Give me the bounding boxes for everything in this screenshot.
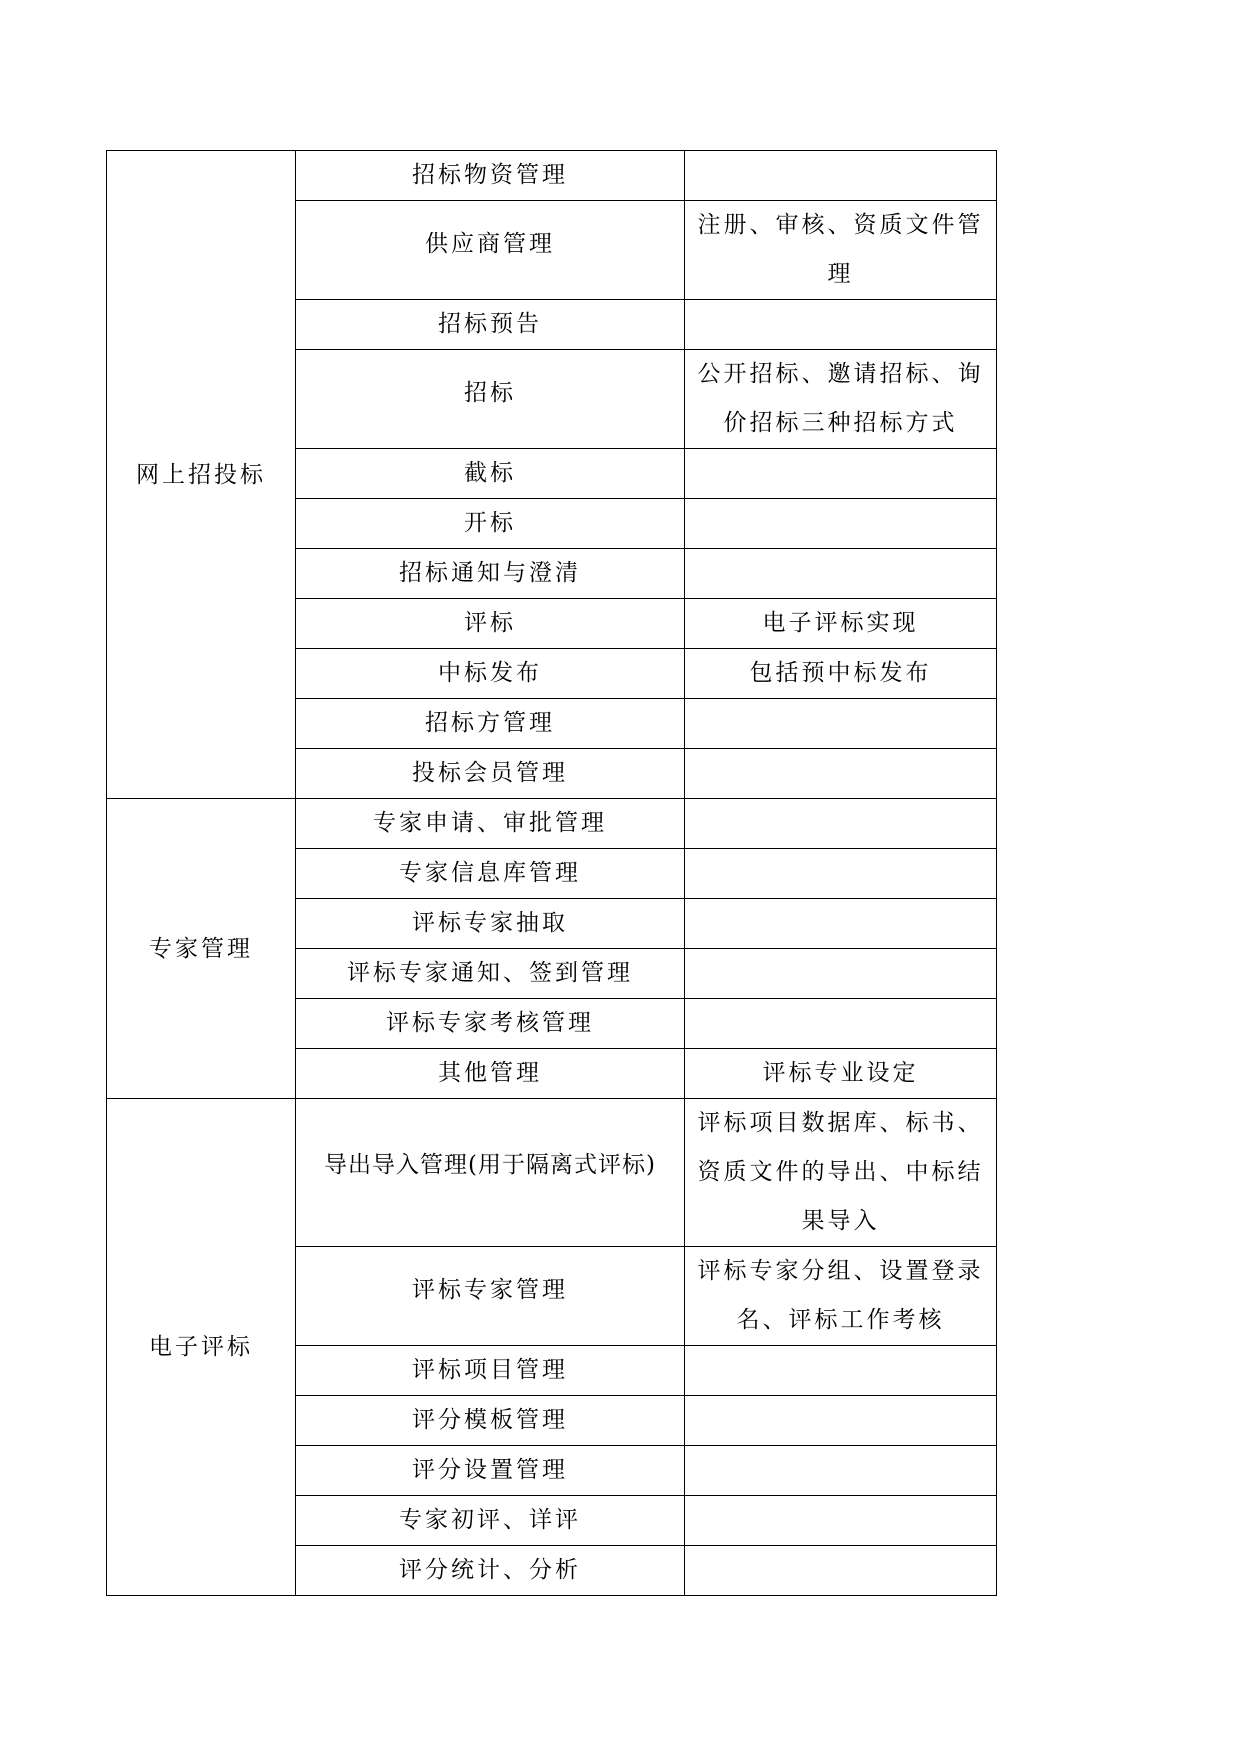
category-cell: 网上招投标	[107, 151, 296, 799]
function-cell: 招标通知与澄清	[296, 549, 685, 599]
note-cell	[685, 549, 997, 599]
note-cell	[685, 799, 997, 849]
function-cell: 评分统计、分析	[296, 1546, 685, 1596]
note-cell	[685, 1446, 997, 1496]
function-cell: 招标预告	[296, 300, 685, 350]
note-cell	[685, 699, 997, 749]
note-cell	[685, 151, 997, 201]
function-cell: 截标	[296, 449, 685, 499]
function-cell: 投标会员管理	[296, 749, 685, 799]
function-cell: 评标专家抽取	[296, 899, 685, 949]
note-cell	[685, 1546, 997, 1596]
function-cell: 评分设置管理	[296, 1446, 685, 1496]
note-cell: 电子评标实现	[685, 599, 997, 649]
function-cell: 招标物资管理	[296, 151, 685, 201]
function-cell: 供应商管理	[296, 201, 685, 300]
note-cell: 评标项目数据库、标书、资质文件的导出、中标结果导入	[685, 1099, 997, 1247]
note-cell: 包括预中标发布	[685, 649, 997, 699]
category-cell: 专家管理	[107, 799, 296, 1099]
table-row	[107, 151, 997, 201]
function-cell: 评标专家通知、签到管理	[296, 949, 685, 999]
note-cell: 评标专家分组、设置登录名、评标工作考核	[685, 1247, 997, 1346]
table-row	[107, 799, 997, 849]
note-cell	[685, 300, 997, 350]
note-cell	[685, 749, 997, 799]
function-cell: 专家信息库管理	[296, 849, 685, 899]
note-cell	[685, 949, 997, 999]
category-cell: 电子评标	[107, 1099, 296, 1596]
function-cell: 专家初评、详评	[296, 1496, 685, 1546]
function-cell: 评标项目管理	[296, 1346, 685, 1396]
note-cell	[685, 1496, 997, 1546]
function-cell: 评分模板管理	[296, 1396, 685, 1446]
note-cell: 公开招标、邀请招标、询价招标三种招标方式	[685, 350, 997, 449]
note-cell	[685, 1396, 997, 1446]
note-cell	[685, 849, 997, 899]
note-cell: 注册、审核、资质文件管理	[685, 201, 997, 300]
note-cell	[685, 999, 997, 1049]
note-cell	[685, 499, 997, 549]
function-cell: 招标方管理	[296, 699, 685, 749]
function-cell: 开标	[296, 499, 685, 549]
table-row	[107, 1099, 997, 1247]
function-cell: 专家申请、审批管理	[296, 799, 685, 849]
function-cell: 评标专家考核管理	[296, 999, 685, 1049]
note-cell	[685, 449, 997, 499]
note-cell	[685, 899, 997, 949]
function-cell: 评标专家管理	[296, 1247, 685, 1346]
function-cell: 招标	[296, 350, 685, 449]
function-cell: 评标	[296, 599, 685, 649]
function-cell: 其他管理	[296, 1049, 685, 1099]
function-cell: 中标发布	[296, 649, 685, 699]
function-table	[106, 150, 997, 1596]
note-cell: 评标专业设定	[685, 1049, 997, 1099]
function-cell: 导出导入管理(用于隔离式评标)	[296, 1099, 685, 1247]
note-cell	[685, 1346, 997, 1396]
